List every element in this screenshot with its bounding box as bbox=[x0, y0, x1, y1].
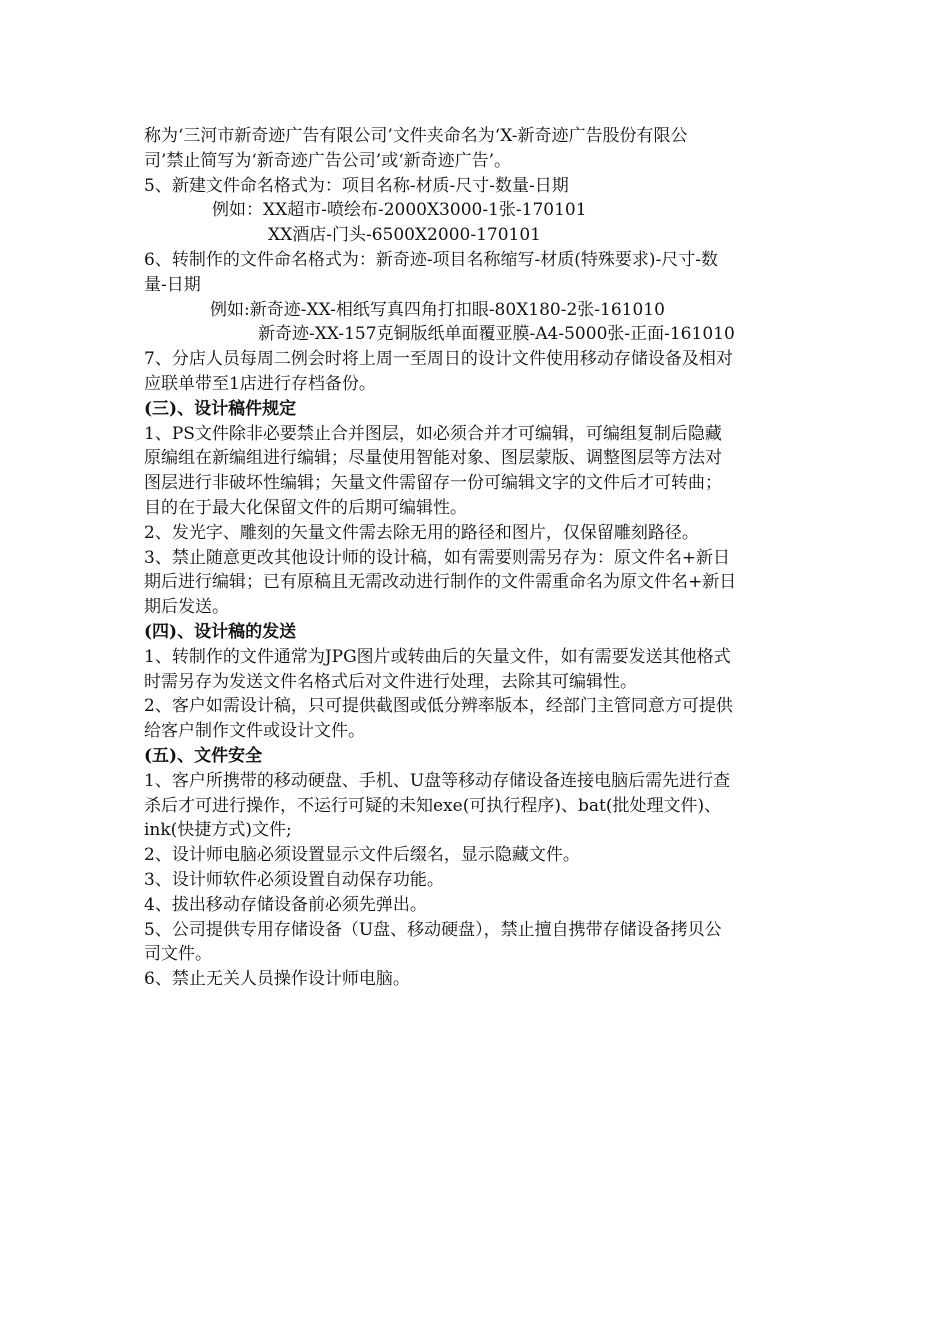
text-line: 期后发送。 bbox=[144, 597, 229, 618]
text-line: 1、PS文件除非必要禁止合并图层，如必须合并才可编辑，可编组复制后隐藏 bbox=[144, 423, 722, 444]
section-heading: (三)、设计稿件规定 bbox=[144, 398, 297, 419]
text-line: 2、设计师电脑必须设置显示文件后缀名，显示隐藏文件。 bbox=[144, 845, 580, 866]
document-page bbox=[144, 124, 812, 992]
text-line: ink(快捷方式)文件; bbox=[144, 820, 292, 841]
text-line: 司文件。 bbox=[144, 944, 212, 965]
text-line: 6、禁止无关人员操作设计师电脑。 bbox=[144, 969, 410, 990]
text-line: 称为‘三河市新奇迹广告有限公司’文件夹命名为‘X-新奇迹广告股份有限公 bbox=[144, 126, 688, 146]
text-line: 7、分店人员每周二例会时将上周一至周日的设计文件使用移动存储设备及相对 bbox=[144, 349, 733, 370]
text-line: 1、客户所携带的移动硬盘、手机、U盘等移动存储设备连接电脑后需先进行查 bbox=[144, 770, 731, 791]
section-heading: (五)、文件安全 bbox=[144, 745, 263, 766]
text-line: 3、设计师软件必须设置自动保存功能。 bbox=[144, 869, 444, 890]
text-line: 量-日期 bbox=[144, 274, 201, 295]
text-line: 时需另存为发送文件名格式后对文件进行处理，去除其可编辑性。 bbox=[144, 671, 637, 692]
example-line: XX酒店-门头-6500X2000-170101 bbox=[268, 225, 541, 246]
example-line: 例如：XX超市-喷绘布-2000X3000-1张-170101 bbox=[212, 200, 587, 221]
text-line: 5、新建文件命名格式为：项目名称-材质-尺寸-数量-日期 bbox=[144, 175, 569, 196]
example-line: 新奇迹-XX-157克铜版纸单面覆亚膜-A4-5000张-正面-161010 bbox=[258, 324, 735, 345]
text-line: 目的在于最大化保留文件的后期可编辑性。 bbox=[144, 497, 467, 518]
text-line: 2、发光字、雕刻的矢量文件需去除无用的路径和图片，仅保留雕刻路径。 bbox=[144, 522, 699, 543]
text-line: 杀后才可进行操作，不运行可疑的未知exe(可执行程序)、bat(批处理文件)、 bbox=[144, 795, 722, 816]
text-line: 5、公司提供专用存储设备（U盘、移动硬盘），禁止擅自携带存储设备拷贝公 bbox=[144, 919, 722, 940]
text-line: 3、禁止随意更改其他设计师的设计稿，如有需要则需另存为：原文件名+新日 bbox=[144, 547, 731, 568]
example-line: 例如:新奇迹-XX-相纸写真四角打扣眼-80X180-2张-161010 bbox=[210, 299, 665, 320]
text-line: 图层进行非破坏性编辑；矢量文件需留存一份可编辑文字的文件后才可转曲； bbox=[144, 473, 722, 494]
text-line: 4、拔出移动存储设备前必须先弹出。 bbox=[144, 894, 427, 915]
text-line: 1、转制作的文件通常为JPG图片或转曲后的矢量文件，如有需要发送其他格式 bbox=[144, 646, 731, 667]
text-line: 给客户制作文件或设计文件。 bbox=[144, 721, 365, 742]
text-line: 2、客户如需设计稿，只可提供截图或低分辨率版本，经部门主管同意方可提供 bbox=[144, 696, 733, 717]
text-line: 6、转制作的文件命名格式为：新奇迹-项目名称缩写-材质(特殊要求)-尺寸-数 bbox=[144, 249, 719, 270]
text-line: 应联单带至1店进行存档备份。 bbox=[144, 373, 376, 394]
text-line: 期后进行编辑；已有原稿且无需改动进行制作的文件需重命名为原文件名+新日 bbox=[144, 572, 737, 593]
text-line: 原编组在新编组进行编辑；尽量使用智能对象、图层蒙版、调整图层等方法对 bbox=[144, 448, 722, 469]
section-heading: (四)、设计稿的发送 bbox=[144, 621, 297, 642]
text-line: 司’禁止简写为‘新奇迹广告公司’或‘新奇迹广告’。 bbox=[144, 150, 512, 171]
